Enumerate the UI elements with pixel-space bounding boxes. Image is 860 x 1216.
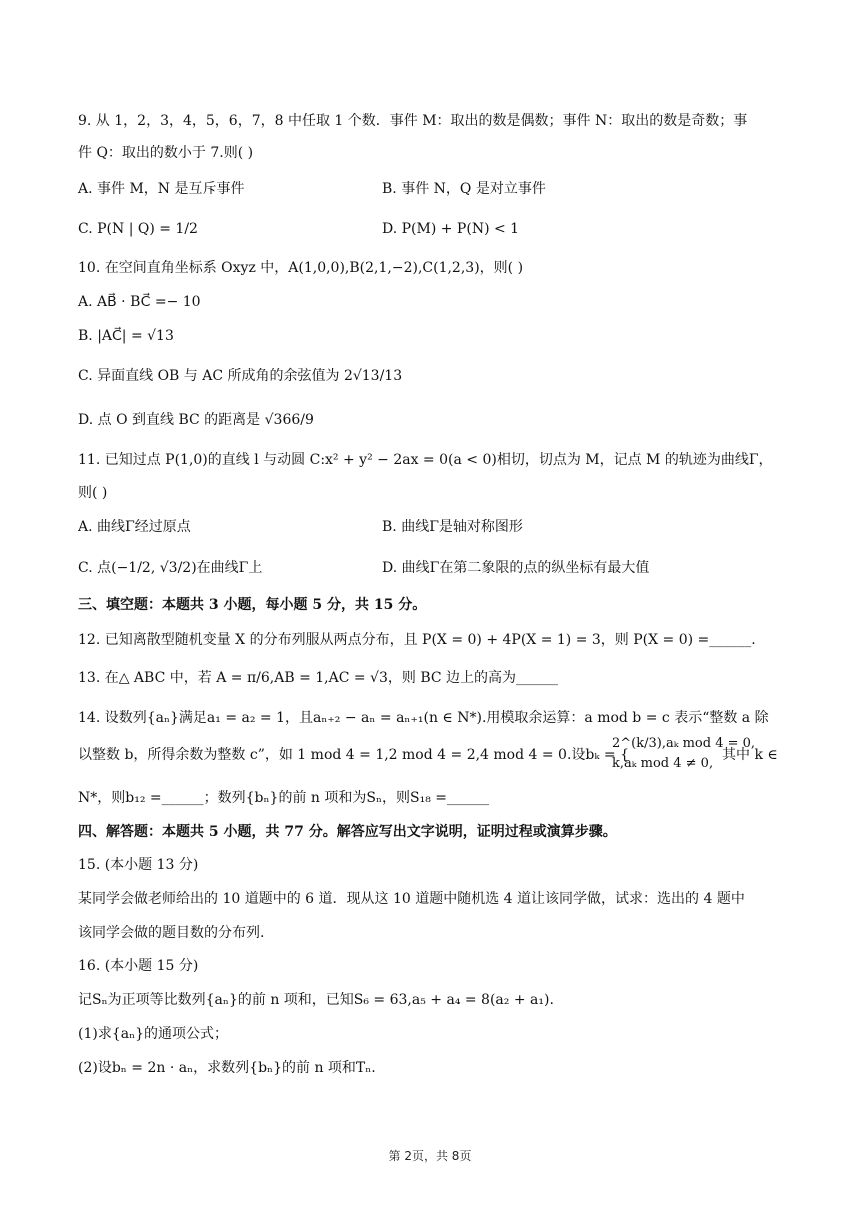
q9-option-d: D. P(M) + P(N) < 1	[382, 221, 520, 237]
q16-part1: (1)求{aₙ}的通项公式；	[78, 1026, 229, 1042]
q15-line2: 该同学会做的题目数的分布列.	[78, 925, 265, 941]
q10-option-a: A. AB⃗ · BC⃗ =− 10	[78, 294, 201, 310]
q14-line2-suffix: 其中 k ∈	[722, 747, 778, 763]
q10-stem: 10. 在空间直角坐标系 Oxyz 中，A(1,0,0),B(2,1,−2),C(1,2,3)，则( )	[78, 260, 524, 276]
q10-option-c: C. 异面直线 OB 与 AC 所成角的余弦值为 2√13/13	[78, 368, 403, 384]
q9-stem-line2: 件 Q：取出的数小于 7.则( )	[78, 145, 254, 161]
q11-stem-line1: 11. 已知过点 P(1,0)的直线 l 与动圆 C:x² + y² − 2ax = 0(a < 0)相切，切点为 M，记点 M 的轨迹为曲线Γ，	[78, 452, 773, 468]
q11-option-c: C. 点(−1/2, √3/2)在曲线Γ上	[78, 560, 263, 576]
q11-option-b: B. 曲线Γ是轴对称图形	[382, 519, 523, 535]
q10-option-b: B. |AC⃗| = √13	[78, 328, 174, 344]
q14-piecewise-case2: k,aₖ mod 4 ≠ 0,	[612, 756, 714, 771]
q14-line2-prefix: 以整数 b，所得余数为整数 c”，如 1 mod 4 = 1,2 mod 4 = 2,4 mod 4 = 0.设bₖ = {	[78, 747, 630, 763]
section4-heading: 四、解答题：本题共 5 小题，共 77 分。解答应写出文字说明，证明过程或演算步骤。	[78, 824, 617, 840]
q11-option-a: A. 曲线Γ经过原点	[78, 519, 191, 535]
q9-stem-line1: 9. 从 1，2，3，4，5，6，7，8 中任取 1 个数．事件 M：取出的数是偶数；事件 N：取出的数是奇数；事	[78, 113, 748, 129]
q15-title: 15. (本小题 13 分)	[78, 857, 199, 873]
q14-line1: 14. 设数列{aₙ}满足a₁ = a₂ = 1，且aₙ₊₂ − aₙ = aₙ₊₁(n ∈ N*).用模取余运算：a mod b = c 表示“整数 a 除	[78, 710, 769, 726]
q9-option-b: B. 事件 N，Q 是对立事件	[382, 181, 546, 197]
page-footer: 第 2页，共 8页	[388, 1149, 472, 1163]
q11-option-d: D. 曲线Γ在第二象限的点的纵坐标有最大值	[382, 560, 650, 576]
q14-piecewise-case1: 2^(k/3),aₖ mod 4 = 0,	[612, 736, 756, 751]
q9-option-c: C. P(N | Q) = 1/2	[78, 221, 198, 237]
q15-line1: 某同学会做老师给出的 10 道题中的 6 道．现从这 10 道题中随机选 4 道让该同学做，试求：选出的 4 题中	[78, 891, 745, 907]
q13-text: 13. 在△ ABC 中，若 A = π/6,AB = 1,AC = √3，则 BC 边上的高为______	[78, 670, 559, 686]
section3-heading: 三、填空题：本题共 3 小题，每小题 5 分，共 15 分。	[78, 597, 427, 613]
q16-title: 16. (本小题 15 分)	[78, 958, 199, 974]
q14-line3: N*，则b₁₂ =______；数列{bₙ}的前 n 项和为Sₙ，则S₁₈ =______	[78, 790, 490, 806]
q10-option-d: D. 点 O 到直线 BC 的距离是 √366/9	[78, 412, 314, 428]
q11-stem-line2: 则( )	[78, 485, 108, 501]
q12-text: 12. 已知离散型随机变量 X 的分布列服从两点分布，且 P(X = 0) + 4P(X = 1) = 3，则 P(X = 0) =______.	[78, 632, 756, 648]
q9-option-a: A. 事件 M，N 是互斥事件	[78, 181, 245, 197]
q16-part2: (2)设bₙ = 2n · aₙ，求数列{bₙ}的前 n 项和Tₙ.	[78, 1060, 376, 1076]
q16-line1: 记Sₙ为正项等比数列{aₙ}的前 n 项和，已知S₆ = 63,a₅ + a₄ = 8(a₂ + a₁).	[78, 992, 554, 1008]
